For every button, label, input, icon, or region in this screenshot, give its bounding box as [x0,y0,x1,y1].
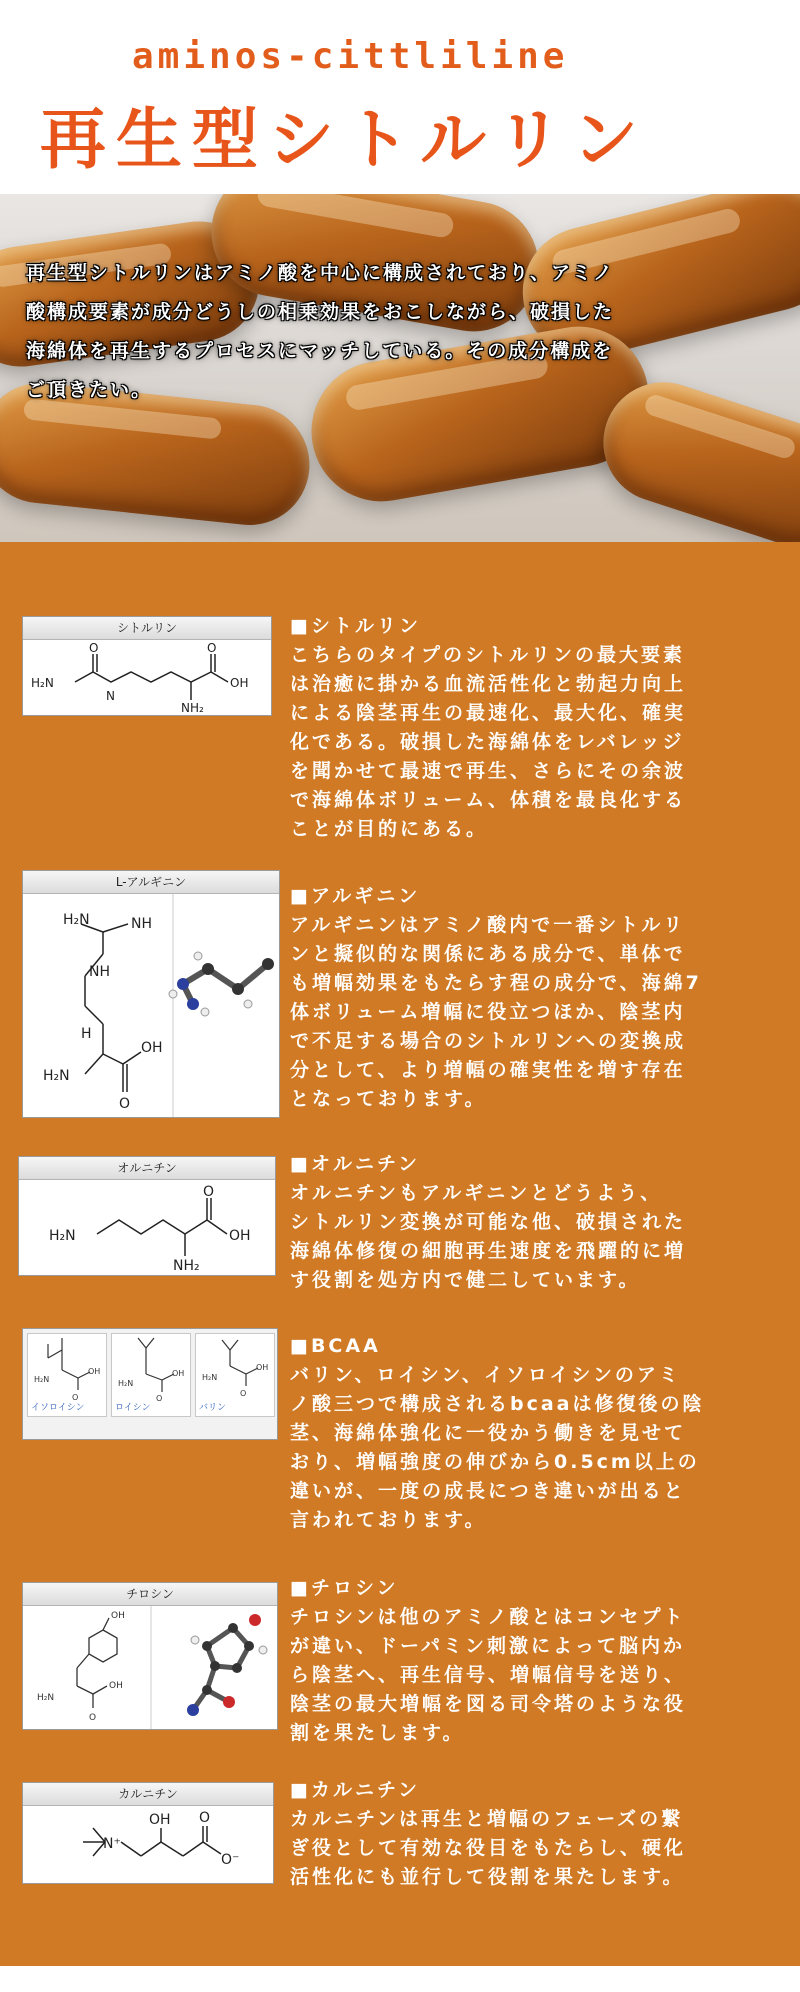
section-heading: ■シトルリン [290,615,421,637]
eyebrow-text: aminos-cittliline [132,36,569,77]
section-heading: ■アルギニン [290,885,421,907]
citrulline-structure-image [22,616,272,716]
chem-label: H₂N [43,1068,70,1084]
image-caption: シトルリン [23,617,271,640]
section-heading: ■BCAA [290,1335,381,1357]
valine-structure [195,1333,275,1417]
hero-banner [0,194,800,542]
isoleucine-structure [27,1333,107,1417]
chem-label: OH [172,1369,185,1378]
carnitine-structure-image [22,1782,274,1884]
bcaa-structure-image [22,1328,278,1440]
ornithine-section [290,1150,786,1295]
chem-label: OH [111,1611,125,1621]
section-body: こちらのタイプのシトルリンの最大要素 は治癒に掛かる血流活性化と勃起力向上 による陰茎再生の最速化、最大化、確実 化である。破損した海綿体をレバレッジ を聞かせて最速で再生、さらにその余波 で海綿体ボリューム、体積を最良化する ことが目的にある。 [290,644,687,840]
section-body: カルニチンは再生と増幅のフェーズの繋 ぎ役として有効な役目をもたらし、硬化 活性化にも並行して役割を果たします。 [290,1808,687,1888]
tyrosine-structure [23,1606,277,1730]
section-body: アルギニンはアミノ酸内で一番シトルリ ンと擬似的な関係にある成分で、単体で も増幅効果をもたらす程の成分で、海綿7 体ボリューム増幅に役立つほか、陰茎内 で不足する場合のシトルリンへの変換成 分として、より増幅の確実性を増す存在 となっております。 [290,914,702,1110]
chem-label: H₂N [49,1228,76,1244]
chem-label: O [203,1184,215,1200]
chem-label: H₂N [202,1373,218,1382]
chem-label: H₂N [37,1693,55,1703]
section-body: チロシンは他のアミノ酸とはコンセプト が違い、ドーパミン刺激によって脳内か ら陰茎へ、再生信号、増幅信号を送り、 陰茎の最大増幅を図る司令塔のような役 割を果たします。 [290,1606,687,1744]
chem-label: O [89,641,99,655]
section-heading: ■オルニチン [290,1153,421,1175]
bcaa-section [290,1332,786,1535]
intro-text: 再生型シトルリンはアミノ酸を中心に構成されており、アミノ 酸構成要素が成分どうしの相乗効果をおこしながら、破損した 海綿体を再生するプロセスにマッチしている。その成分構成を ご頂きたい。 [26,262,615,401]
section-heading: ■チロシン [290,1577,399,1599]
tyrosine-structure-image [22,1582,278,1730]
bottom-strip [0,1966,800,1992]
chem-label: O [72,1393,79,1402]
carnitine-structure [23,1806,273,1884]
valine-diagram [196,1334,274,1404]
image-caption: イソロイシン [31,1403,85,1413]
section-body: オルニチンもアルギニンとどうよう、 シトルリン変換が可能な他、破損された 海綿体修復の細胞再生速度を飛躍的に増 す役割を処方内で健二しています。 [290,1182,687,1291]
chem-label: NH₂ [181,701,204,715]
chem-label: OH [230,676,249,690]
ornithine-structure-image [18,1156,276,1276]
chem-label: NH₂ [173,1258,200,1274]
chem-label: O [156,1394,163,1403]
chem-label: O⁻ [221,1852,240,1868]
image-caption: チロシン [23,1583,277,1606]
image-caption: ロイシン [115,1403,151,1413]
chem-label: OH [109,1681,123,1691]
image-caption: バリン [199,1403,227,1413]
chem-label: OH [256,1363,269,1372]
image-caption: L-アルギニン [23,871,279,894]
chem-label: H₂N [31,676,54,690]
chem-label: H₂N [34,1375,50,1384]
citrulline-section [290,612,786,844]
arginine-section [290,882,786,1114]
isoleucine-diagram [28,1334,106,1404]
section-heading: ■カルニチン [290,1779,421,1801]
chem-label: OH [141,1040,163,1056]
carnitine-section [290,1776,786,1892]
chem-label: N⁺ [103,1836,121,1852]
chem-label: H₂N [63,912,90,928]
page-title: 再生型シトルリン [40,101,648,178]
chem-label: O [207,641,217,655]
citrulline-structure [23,640,271,716]
chem-label: OH [88,1367,101,1376]
tyrosine-section [290,1574,786,1748]
ornithine-structure [19,1180,275,1276]
section-body: バリン、ロイシン、イソロイシンのアミ ノ酸三つで構成されるbcaaは修復後の陰 茎、海綿体強化に一役かう働きを見せて おり、増幅強度の伸びから0.5cm以上の 違いが、一度の成長につき違いが出ると 言われております。 [290,1364,705,1531]
arginine-structure-image [22,870,280,1118]
chem-label: O [240,1389,247,1398]
chem-label: H₂N [118,1379,134,1388]
chem-label: N [106,689,115,703]
leucine-diagram [112,1334,190,1404]
arginine-structure [23,894,279,1118]
header [0,0,800,194]
chem-label: H [81,1026,92,1042]
image-caption: カルニチン [23,1783,273,1806]
arginine-3d-model [169,952,274,1016]
chem-label: OH [229,1228,251,1244]
image-caption: オルニチン [19,1157,275,1180]
tyrosine-3d-model [187,1614,267,1716]
chem-label: O [119,1096,131,1112]
chem-label: OH [149,1812,171,1828]
chem-label: O [89,1713,97,1723]
leucine-structure [111,1333,191,1417]
chem-label: O [199,1810,211,1826]
chem-label: NH [89,964,110,980]
chem-label: NH [131,916,152,932]
